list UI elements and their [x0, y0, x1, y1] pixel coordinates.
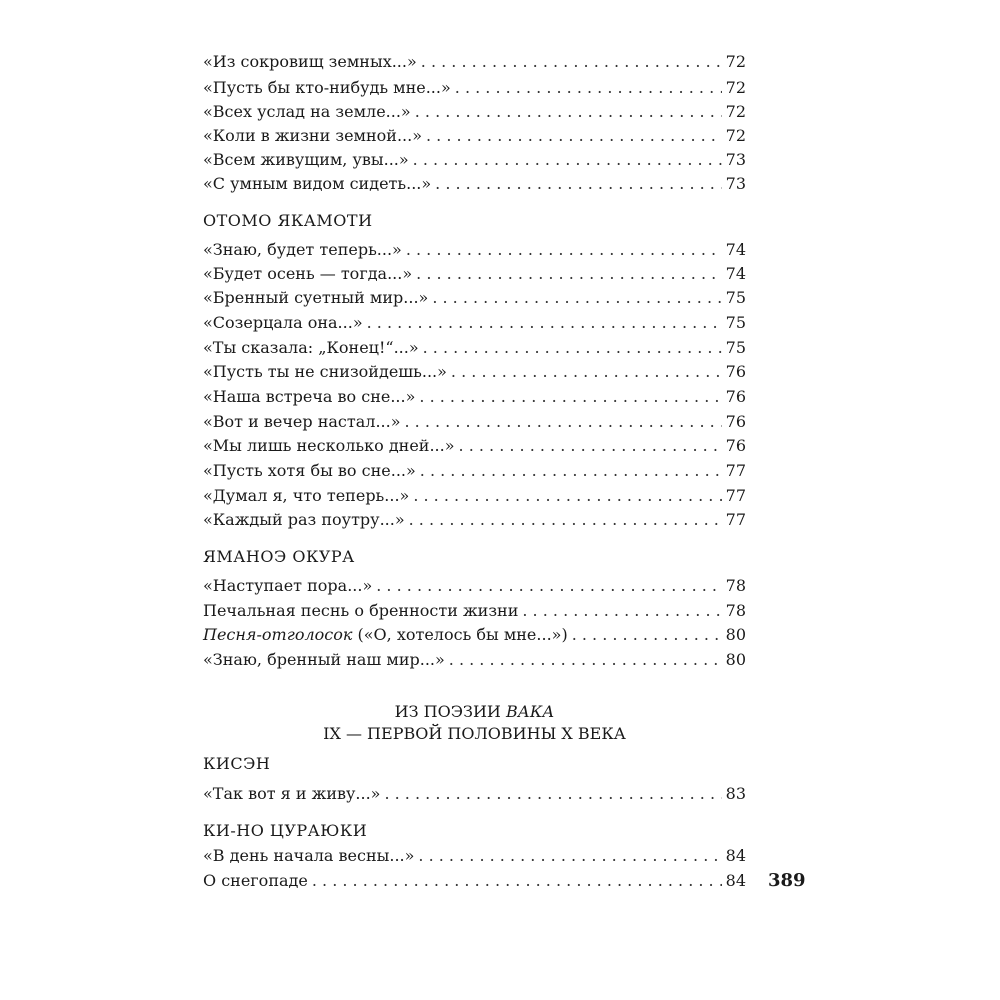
toc-entry	[203, 148, 746, 172]
toc-entry	[203, 410, 746, 434]
dot-leader	[572, 623, 722, 647]
toc-entry	[203, 869, 746, 893]
page-number: 389	[768, 870, 806, 891]
dot-leader	[449, 648, 722, 672]
toc-entry	[203, 50, 746, 74]
toc-entry	[203, 262, 746, 286]
toc-entry-title-italic: Песня-отголосок	[203, 625, 353, 644]
toc-entry-page: 73	[725, 174, 746, 193]
toc-entry	[203, 782, 746, 806]
author-heading: ЯМАНОЭ ОКУРА	[203, 547, 355, 566]
toc-entry	[203, 434, 746, 458]
dot-leader	[384, 782, 721, 806]
toc-entry-page: 76	[725, 362, 746, 381]
toc-entry-page: 74	[725, 264, 746, 283]
dot-leader	[423, 336, 722, 360]
toc-entry	[203, 360, 746, 384]
dot-leader	[416, 262, 722, 286]
toc-entry-title: «Наша встреча во сне...»	[203, 387, 416, 406]
toc-entry	[203, 336, 746, 360]
dot-leader	[418, 844, 721, 868]
toc-entry	[203, 574, 746, 598]
toc-entry-title: «Пусть бы кто-нибудь мне...»	[203, 78, 451, 97]
dot-leader	[413, 148, 722, 172]
toc-entry-page: 72	[725, 126, 746, 145]
part-heading-line-2: IX — ПЕРВОЙ ПОЛОВИНЫ X ВЕКА	[323, 724, 626, 743]
toc-entry	[203, 648, 746, 672]
toc-entry-title: «Мы лишь несколько дней...»	[203, 436, 455, 455]
dot-leader	[376, 574, 721, 598]
toc-entry-title: Печальная песнь о бренности жизни	[203, 601, 519, 620]
dot-leader	[413, 484, 721, 508]
part-heading-italic: ВАКА	[505, 702, 555, 721]
toc-entry-title-rest: («О, хотелось бы мне...»)	[352, 625, 568, 644]
toc-entry-page: 80	[725, 650, 746, 669]
toc-entry-title: «Вот и вечер настал...»	[203, 412, 401, 431]
toc-entry-page: 78	[725, 576, 746, 595]
author-heading: КИСЭН	[203, 754, 271, 773]
toc-entry-title: «Будет осень — тогда...»	[203, 264, 413, 283]
toc-entry-page: 77	[725, 510, 746, 529]
toc-entry-title: «Пусть хотя бы во сне...»	[203, 461, 416, 480]
toc-entry	[203, 172, 746, 196]
dot-leader	[415, 100, 722, 124]
toc-entry-page: 75	[725, 288, 746, 307]
toc-entry	[203, 623, 746, 647]
dot-leader	[451, 360, 722, 384]
dot-leader	[406, 238, 722, 262]
toc-entry	[203, 385, 746, 409]
toc-entry-page: 84	[725, 871, 746, 890]
author-heading: ОТОМО ЯКАМОТИ	[203, 211, 373, 230]
toc-entry-title: «Знаю, будет теперь...»	[203, 240, 402, 259]
toc-entry-title: «Всем живущим, увы...»	[203, 150, 409, 169]
toc-entry-title: «Знаю, бренный наш мир...»	[203, 650, 445, 669]
dot-leader	[455, 76, 722, 100]
toc-entry	[203, 599, 746, 623]
dot-leader	[420, 459, 722, 483]
toc-entry	[203, 286, 746, 310]
toc-entry	[203, 238, 746, 262]
toc-entry	[203, 508, 746, 532]
dot-leader	[404, 410, 721, 434]
dot-leader	[435, 172, 721, 196]
toc-entry-title: «Из сокровищ земных...»	[203, 52, 417, 71]
toc-entry-title: «Каждый раз поутру...»	[203, 510, 405, 529]
dot-leader	[426, 124, 722, 148]
toc-entry	[203, 76, 746, 100]
author-heading: КИ-НО ЦУРАЮКИ	[203, 821, 368, 840]
toc-entry-title: «Бренный суетный мир...»	[203, 288, 429, 307]
dot-leader	[409, 508, 722, 532]
toc-entry-page: 75	[725, 338, 746, 357]
toc-entry-page: 77	[725, 461, 746, 480]
part-heading-prefix: ИЗ ПОЭЗИИ	[394, 702, 506, 721]
dot-leader	[421, 50, 722, 74]
toc-entry-page: 80	[725, 625, 746, 644]
dot-leader	[367, 311, 722, 335]
toc-entry-title: «Созерцала она...»	[203, 313, 363, 332]
toc-entry-page: 76	[725, 387, 746, 406]
toc-entry-page: 72	[725, 78, 746, 97]
toc-entry-page: 72	[725, 102, 746, 121]
toc-entry	[203, 484, 746, 508]
dot-leader	[459, 434, 722, 458]
toc-entry-page: 83	[725, 784, 746, 803]
toc-entry-title: «В день начала весны...»	[203, 846, 415, 865]
toc-entry-page: 72	[725, 52, 746, 71]
toc-entry-page: 75	[725, 313, 746, 332]
toc-entry-page: 76	[725, 436, 746, 455]
toc-entry-title: О снегопаде	[203, 871, 308, 890]
toc-entry-title: «Ты сказала: „Конец!“...»	[203, 338, 419, 357]
toc-entry-title: «Думал я, что теперь...»	[203, 486, 410, 505]
toc-entry	[203, 124, 746, 148]
toc-entry-page: 78	[725, 601, 746, 620]
toc-entry-title: «Пусть ты не снизойдешь...»	[203, 362, 447, 381]
toc-entry-title	[203, 623, 572, 647]
toc-entry	[203, 459, 746, 483]
toc-entry-page: 84	[725, 846, 746, 865]
toc-entry-title: «Коли в жизни земной...»	[203, 126, 422, 145]
dot-leader	[432, 286, 721, 310]
dot-leader	[312, 869, 722, 893]
toc-entry-title: «Всех услад на земле...»	[203, 102, 411, 121]
toc-entry	[203, 311, 746, 335]
part-heading-line-1	[203, 701, 746, 723]
dot-leader	[419, 385, 721, 409]
toc-entry	[203, 100, 746, 124]
toc-entry	[203, 844, 746, 868]
toc-entry-page: 73	[725, 150, 746, 169]
toc-entry-title: «С умным видом сидеть...»	[203, 174, 432, 193]
toc-entry-title: «Так вот я и живу...»	[203, 784, 381, 803]
toc-entry-page: 77	[725, 486, 746, 505]
toc-entry-page: 76	[725, 412, 746, 431]
dot-leader	[522, 599, 721, 623]
toc-entry-title: «Наступает пора...»	[203, 576, 373, 595]
toc-entry-page: 74	[725, 240, 746, 259]
